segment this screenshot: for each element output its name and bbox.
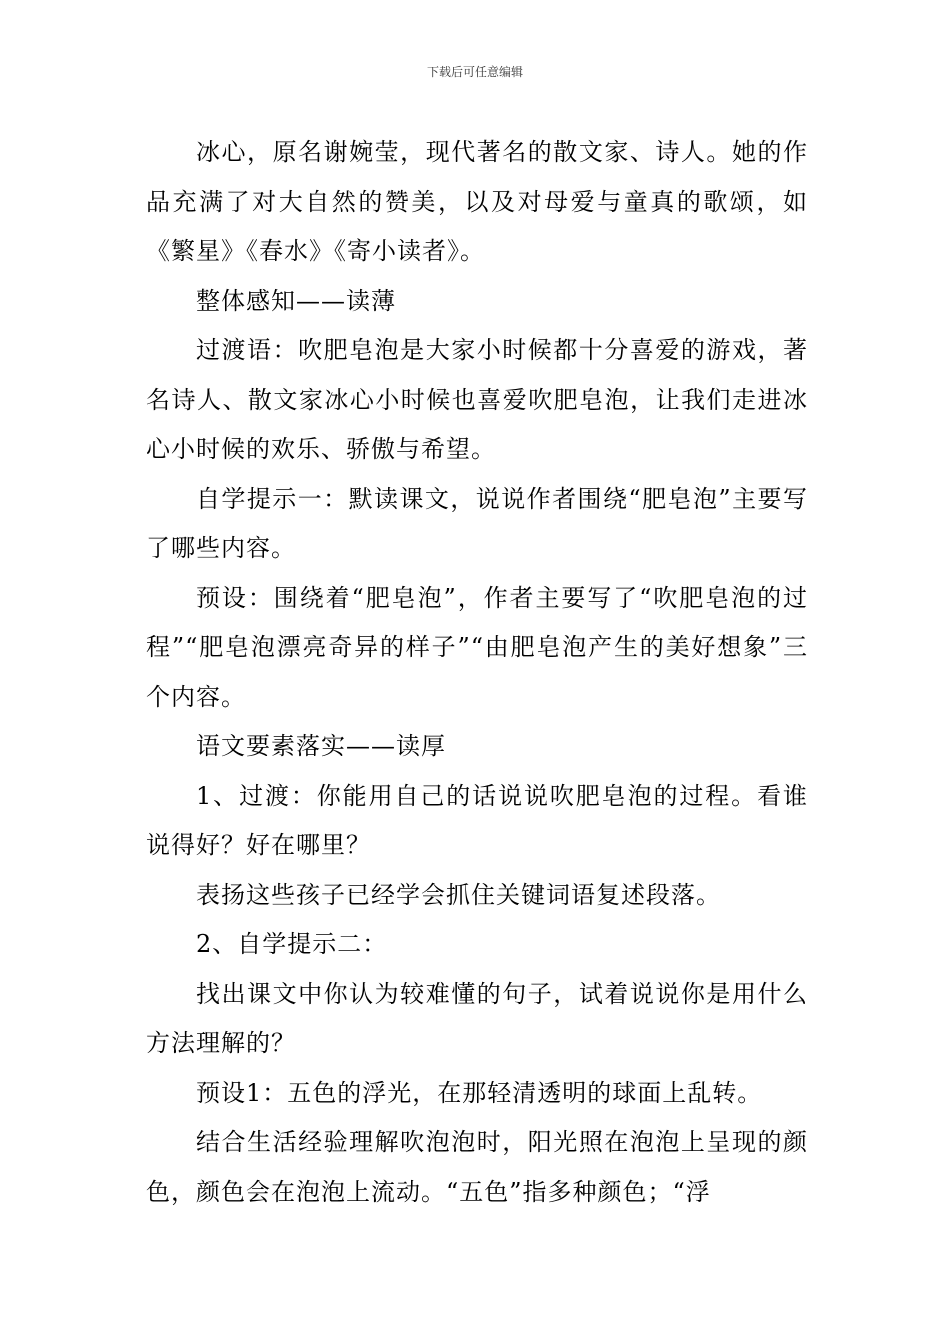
paragraph-item-2: 2、自学提示二：: [196, 930, 388, 958]
paragraph-item-1: 1、过渡：你能用自己的话说说吹肥皂泡的过程。看谁说得好？好在哪里？: [146, 781, 808, 859]
section-heading-overall: 整体感知——读薄: [196, 286, 396, 315]
paragraph-explanation: 结合生活经验理解吹泡泡时，阳光照在泡泡上呈现的颜色，颜色会在泡泡上流动。“五色”指多种颜色；“浮: [146, 1128, 808, 1206]
document-body: [146, 128, 808, 1217]
section-heading-elements: 语文要素落实——读厚: [196, 732, 446, 760]
paragraph-study-tip-1: 自学提示一：默读课文，说说作者围绕“肥皂泡”主要写了哪些内容。: [146, 484, 808, 562]
paragraph-preset-1: 预设1：五色的浮光，在那轻清透明的球面上乱转。: [196, 1078, 763, 1107]
paragraph-praise: 表扬这些孩子已经学会抓住关键词语复述段落。: [196, 880, 721, 909]
page-header: 下载后可任意编辑: [426, 65, 523, 79]
paragraph-find-sentences: 找出课文中你认为较难懂的句子，试着说说你是用什么方法理解的？: [146, 979, 808, 1057]
paragraph-author-intro: 冰心，原名谢婉莹，现代著名的散文家、诗人。她的作品充满了对大自然的赞美，以及对母爱与童真的歌颂，如《繁星》《春水》《寄小读者》。: [146, 138, 808, 265]
paragraph-transition: 过渡语：吹肥皂泡是大家小时候都十分喜爱的游戏，著名诗人、散文家冰心小时候也喜爱吹肥皂泡，让我们走进冰心小时候的欢乐、骄傲与希望。: [146, 336, 808, 463]
paragraph-preset: 预设：围绕着“肥皂泡”，作者主要写了“吹肥皂泡的过程”“肥皂泡漂亮奇异的样子”“由肥皂泡产生的美好想象”三个内容。: [146, 583, 808, 711]
